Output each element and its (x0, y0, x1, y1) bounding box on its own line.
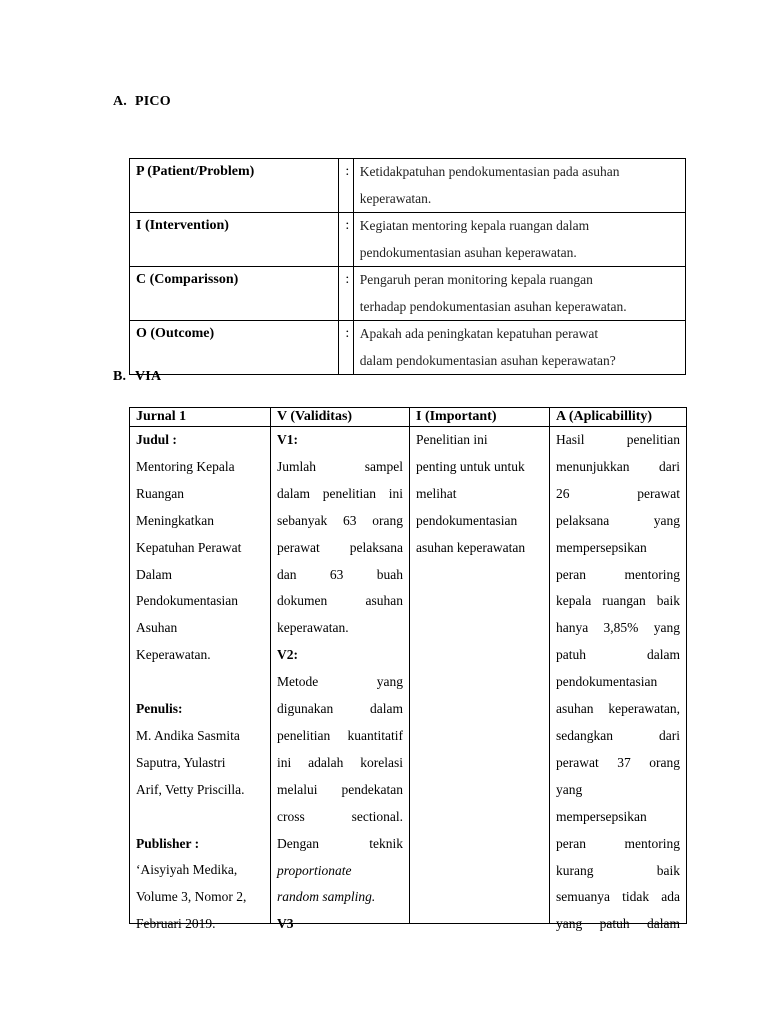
applicability-line: 26 perawat (556, 485, 680, 501)
judul-line: Asuhan (136, 620, 178, 636)
judul-line: Ruangan (136, 485, 184, 501)
judul-line: Mentoring Kepala (136, 458, 235, 474)
penulis-label: Penulis: (136, 701, 183, 717)
via-cell-important (410, 427, 550, 924)
pico-value-line: dalam pendokumentasian asuhan keperawatan? (359, 352, 616, 368)
v1-line: keperawatan. (277, 620, 349, 636)
important-line: Penelitian ini (416, 432, 488, 447)
pico-label-c: C (Comparisson) (130, 267, 339, 321)
section-a-title: PICO (135, 94, 171, 109)
applicability-line: semuanya tidak ada (556, 889, 680, 905)
pico-value-i (353, 213, 685, 267)
applicability-line: mempersepsikan (556, 539, 647, 555)
judul-label: Judul : (136, 432, 177, 447)
v2-italic-line: proportionate (277, 862, 352, 878)
via-header-jurnal: Jurnal 1 (130, 408, 271, 427)
v2-label: V2: (277, 647, 298, 663)
v2-line: digunakan dalam (277, 701, 403, 717)
via-header-applicability: A (Aplicabillity) (550, 408, 687, 427)
important-line: asuhan keperawatan (416, 539, 526, 555)
section-b-title: VIA (135, 369, 162, 384)
section-a-heading (113, 94, 171, 110)
pico-row-p (130, 159, 686, 213)
penulis-line: Arif, Vetty Priscilla. (136, 781, 245, 797)
applicability-line: asuhan keperawatan, (556, 701, 680, 717)
judul-line: Keperawatan. (136, 647, 211, 663)
judul-line: Dalam (136, 566, 172, 582)
pico-value-line: keperawatan. (359, 190, 432, 206)
v1-line: Jumlah sampel (277, 458, 403, 474)
applicability-content (556, 427, 680, 932)
via-cell-jurnal (130, 427, 271, 932)
v1-line: perawat pelaksana (277, 539, 403, 555)
important-content (416, 427, 543, 923)
pico-value-line: Pengaruh peran monitoring kepala ruangan (359, 272, 593, 287)
pico-label-i: I (Intervention) (130, 213, 339, 267)
judul-line: Kepatuhan Perawat (136, 539, 242, 555)
via-header-row (130, 408, 687, 427)
applicability-line: pendokumentasian (556, 674, 658, 690)
pico-value-o (353, 321, 685, 375)
penulis-line: Saputra, Yulastri (136, 754, 226, 770)
publisher-line: ‘Aisyiyah Medika, (136, 862, 238, 878)
applicability-line: patuh dalam (556, 647, 680, 663)
v2-line: melalui pendekatan (277, 781, 403, 797)
v2-line: penelitian kuantitatif (277, 727, 403, 743)
applicability-line: peran mentoring (556, 566, 680, 582)
v1-line: dan 63 buah (277, 566, 403, 582)
pico-separator: : (339, 321, 353, 375)
v2-line: Metode yang (277, 674, 403, 690)
via-header-validitas: V (Validitas) (271, 408, 410, 427)
pico-value-line: Apakah ada peningkatan kepatuhan perawat (359, 326, 599, 341)
important-line: penting untuk untuk (416, 458, 525, 474)
via-cell-validitas (271, 427, 410, 932)
spacer (136, 804, 264, 831)
v2-line: ini adalah korelasi (277, 754, 403, 770)
applicability-line: kurang baik (556, 862, 680, 878)
pico-row-o (130, 321, 686, 375)
via-cell-applicability (550, 427, 687, 932)
jurnal-content (136, 427, 264, 932)
v1-label: V1: (277, 432, 298, 447)
applicability-line: yang (556, 781, 583, 797)
applicability-line: pelaksana yang (556, 512, 680, 528)
pico-row-i (130, 213, 686, 267)
publisher-line: Februari 2019. (136, 916, 216, 932)
publisher-line: Volume 3, Nomor 2, (136, 889, 247, 905)
section-b-number: B. (113, 369, 127, 384)
spacer (136, 669, 264, 696)
judul-line: Meningkatkan (136, 512, 214, 528)
applicability-line: hanya 3,85% yang (556, 620, 680, 636)
applicability-line: kepala ruangan baik (556, 593, 680, 609)
section-a-number: A. (113, 94, 128, 109)
pico-separator: : (339, 159, 353, 213)
pico-row-c (130, 267, 686, 321)
pico-value-c (353, 267, 685, 321)
applicability-line: mempersepsikan (556, 808, 647, 824)
applicability-line: sedangkan dari (556, 727, 680, 743)
v1-line: dalam penelitian ini (277, 485, 403, 501)
applicability-line: menunjukkan dari (556, 458, 680, 474)
v2-line: cross sectional. (277, 808, 403, 824)
applicability-line: yang patuh dalam (556, 916, 680, 932)
important-line: pendokumentasian (416, 512, 518, 528)
via-body-row (130, 427, 687, 924)
validitas-content (277, 427, 403, 932)
via-header-important: I (Important) (410, 408, 550, 427)
judul-line: Pendokumentasian (136, 593, 238, 609)
applicability-line: perawat 37 orang (556, 754, 680, 770)
pico-separator: : (339, 267, 353, 321)
pico-separator: : (339, 213, 353, 267)
section-b-heading (113, 369, 161, 385)
v1-line: dokumen asuhan (277, 593, 403, 609)
pico-value-line: terhadap pendokumentasian asuhan keperawatan. (359, 298, 627, 314)
pico-value-line: Kegiatan mentoring kepala ruangan dalam (359, 218, 590, 233)
pico-table (129, 158, 686, 375)
important-line: melihat (416, 485, 457, 501)
v2-line: Dengan teknik (277, 835, 403, 851)
applicability-line: peran mentoring (556, 835, 680, 851)
applicability-line: Hasil penelitian (556, 432, 680, 447)
pico-label-o: O (Outcome) (130, 321, 339, 375)
pico-value-p (353, 159, 685, 213)
pico-label-p: P (Patient/Problem) (130, 159, 339, 213)
v3-label: V3 (277, 916, 294, 932)
pico-value-line: Ketidakpatuhan pendokumentasian pada asuhan (359, 164, 620, 179)
v2-italic-line: random sampling. (277, 889, 376, 905)
v1-line: sebanyak 63 orang (277, 512, 403, 528)
penulis-line: M. Andika Sasmita (136, 727, 240, 743)
via-table (129, 407, 687, 932)
publisher-label: Publisher : (136, 835, 200, 851)
pico-value-line: pendokumentasian asuhan keperawatan. (359, 244, 577, 260)
